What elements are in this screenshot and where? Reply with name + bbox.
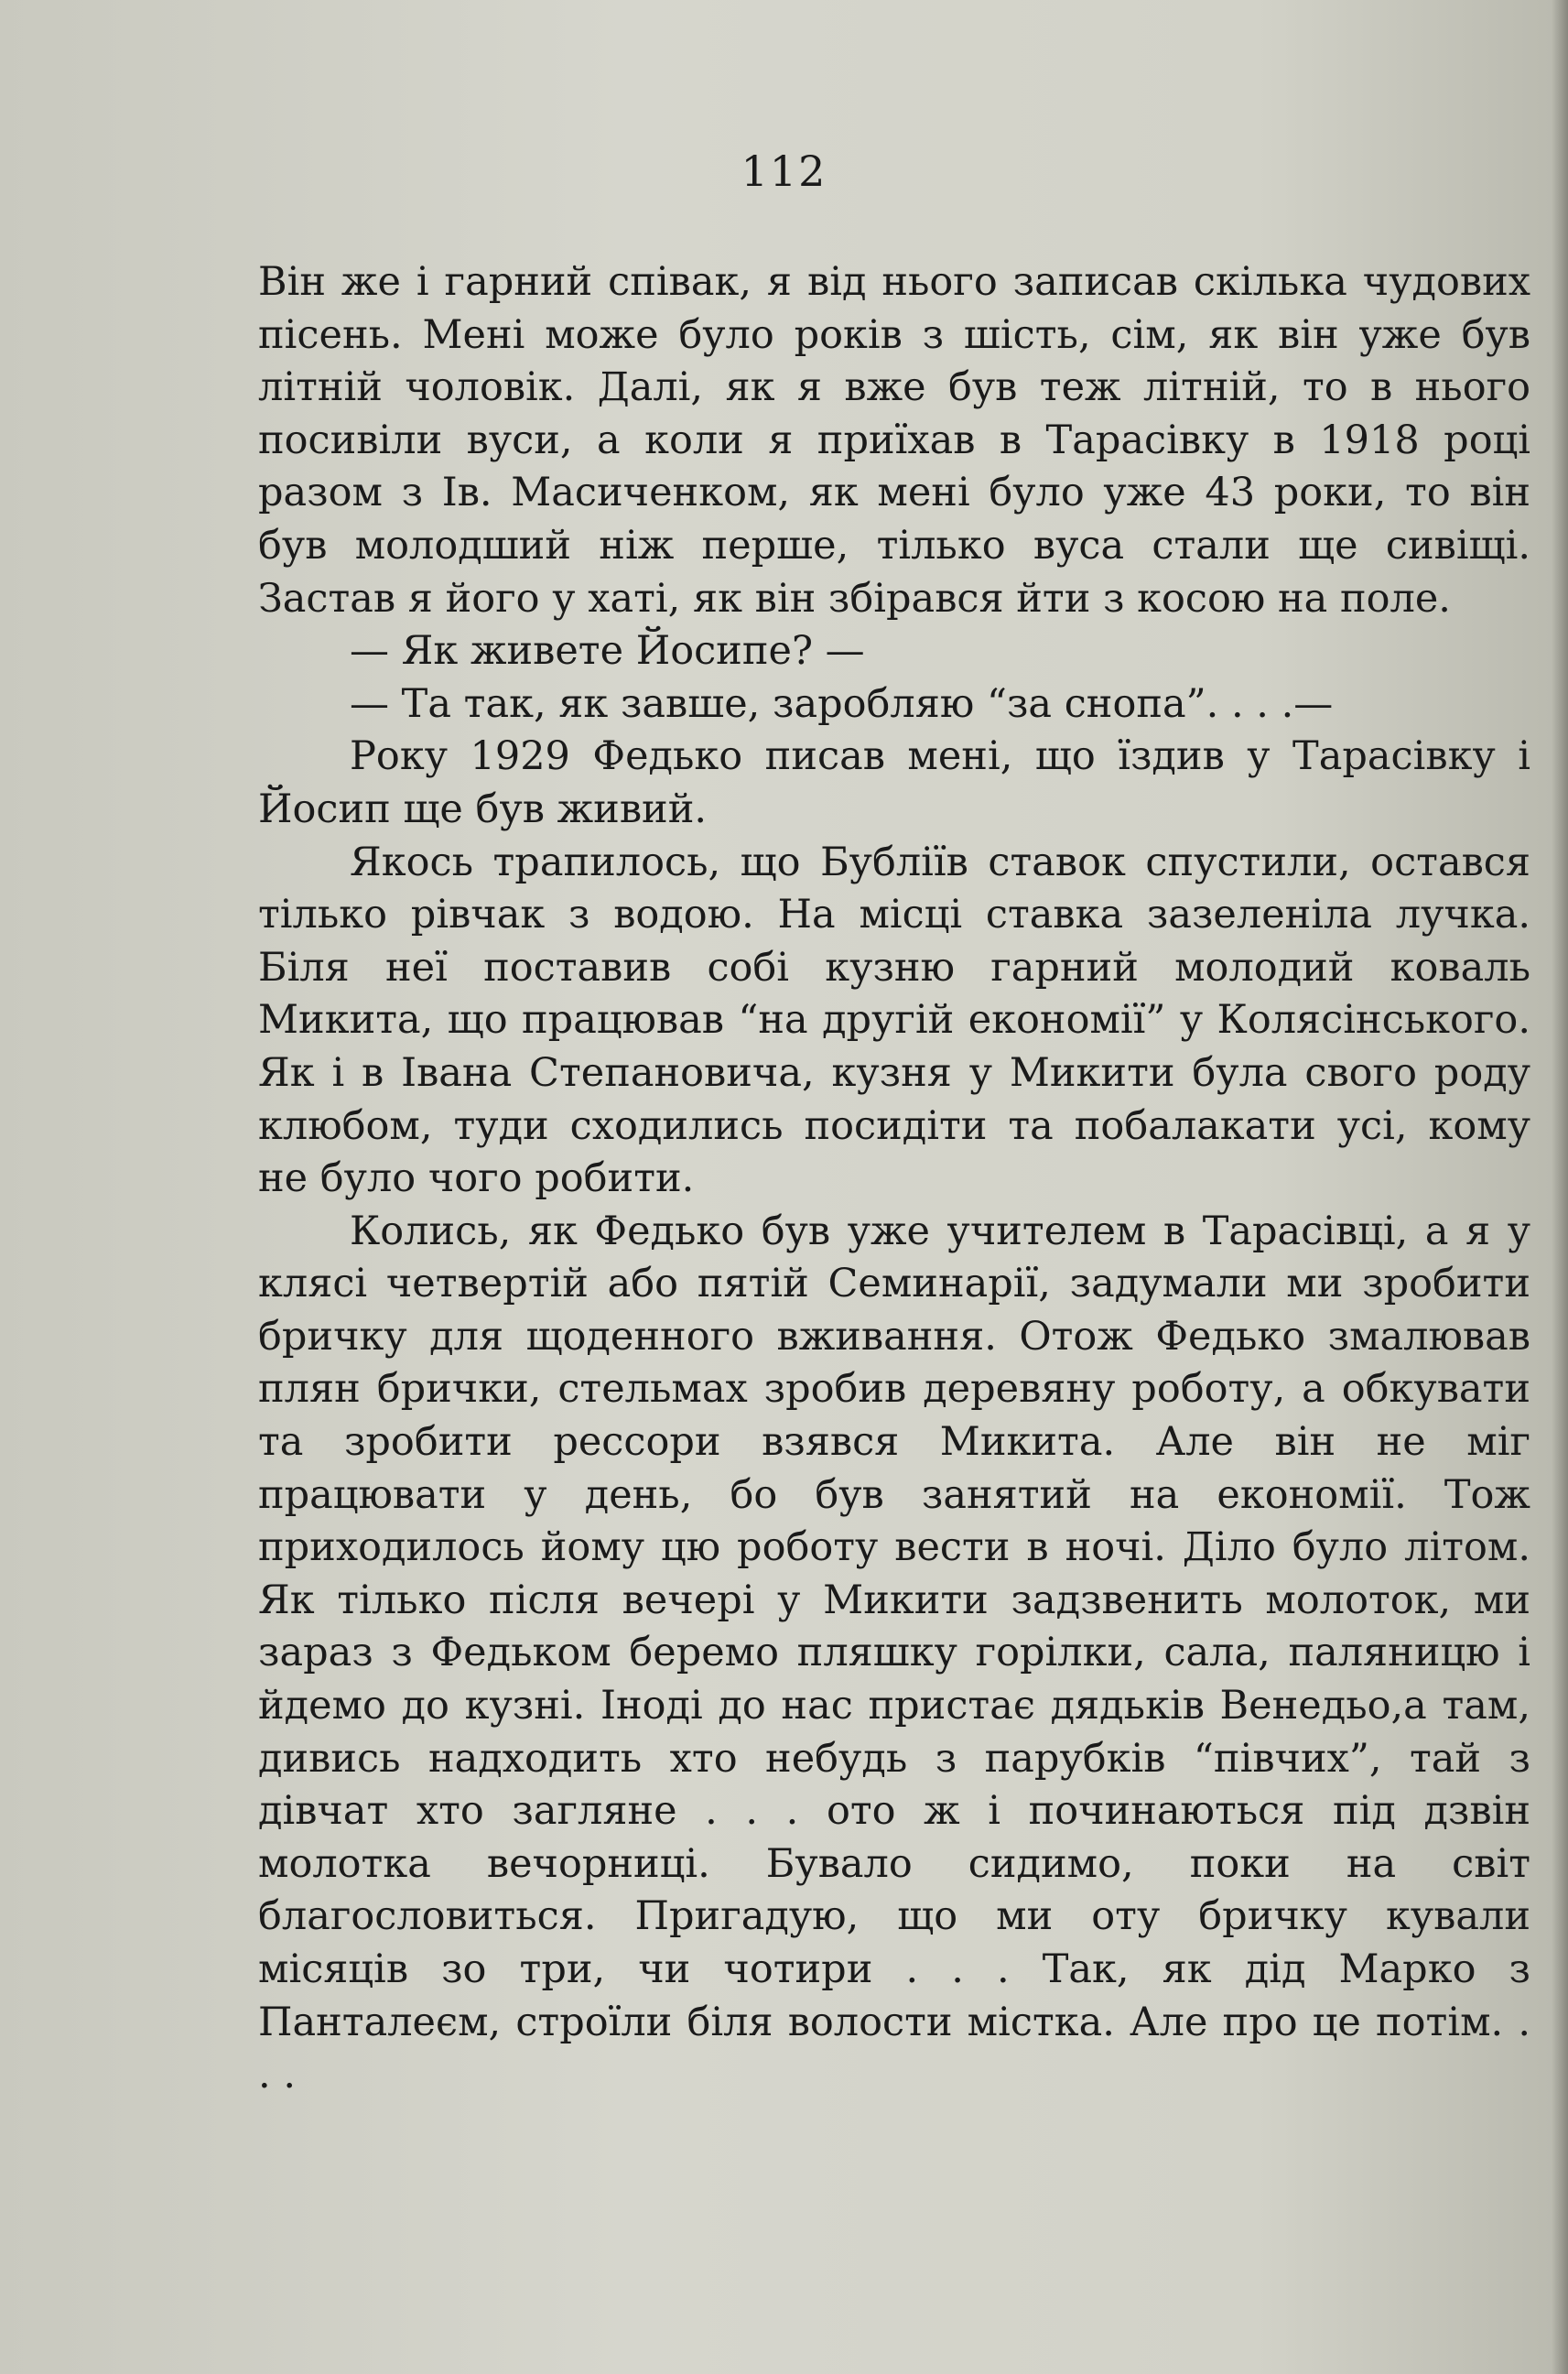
page-number: 112: [741, 146, 827, 196]
paragraph: Він же і гарний співак, я від нього записав скілька чудових пісень. Мені може було років з шість, сім, як він уже був літній чоловік. Далі, як я вже був теж літній, то в нього посивіли вуси, а коли я приїхав в Тарасівку в 1918 році разом з Ів. Масиченком, як мені було уже 43 роки, то він був молодший ніж перше, тілько вуса стали ще сивіщі. Застав я його у хаті, як він збірався йти з косою на поле.: [258, 259, 1530, 622]
paragraph: — Та так, як завше, заробляю “за снопа”. . . .—: [350, 680, 1334, 727]
paragraph: Якось трапилось, що Бубліїв ставок спустили, остався тілько рівчак з водою. На місці ставка зазеленіла лучка. Біля неї поставив собі кузню гарний молодий коваль Микита, що працював “на другій економії” у Колясінського. Як і в Івана Степановича, кузня у Микити була свого роду клюбом, туди сходились посидіти та побалакати усі, кому не було чого робити.: [258, 839, 1530, 1202]
paragraph: Року 1929 Федько писав мені, що їздив у Тарасівку і Йосип ще був живий.: [258, 733, 1530, 832]
page-spine-shadow: [1552, 0, 1568, 2374]
body-text: [258, 256, 1530, 2102]
paragraph: Колись, як Федько був уже учителем в Тарасівці, а я у клясі четвертій або пятій Семинарії, задумали ми зробити бричку для щоденного вживання. Отож Федько змалював плян брички, стельмах зробив деревяну роботу, а обкувати та зробити рессори взявся Микита. Але він не міг працювати у день, бо був занятий на економії. Тож приходилось йому цю роботу вести в ночі. Діло було літом. Як тілько після вечері у Микити задзвенить молоток, ми зараз з Федьком беремо пляшку горілки, сала, паляницю і йдемо до кузні. Іноді до нас пристає дядьків Венедьо,а там, дивись надходить хто небудь з парубків “півчих”, тай з дівчат хто заглянe . . . ото ж і починаються під дзвін молотка вечорниці. Бувало сидимо, поки на світ благословиться. Пригадую, що ми оту бричку кували місяців зо три, чи чотири . . . Так, як дід Марко з Панталеєм, строїли біля волости містка. Але про це потім. . . .: [258, 1208, 1530, 2098]
paragraph: — Як живете Йосипе? —: [350, 628, 865, 675]
